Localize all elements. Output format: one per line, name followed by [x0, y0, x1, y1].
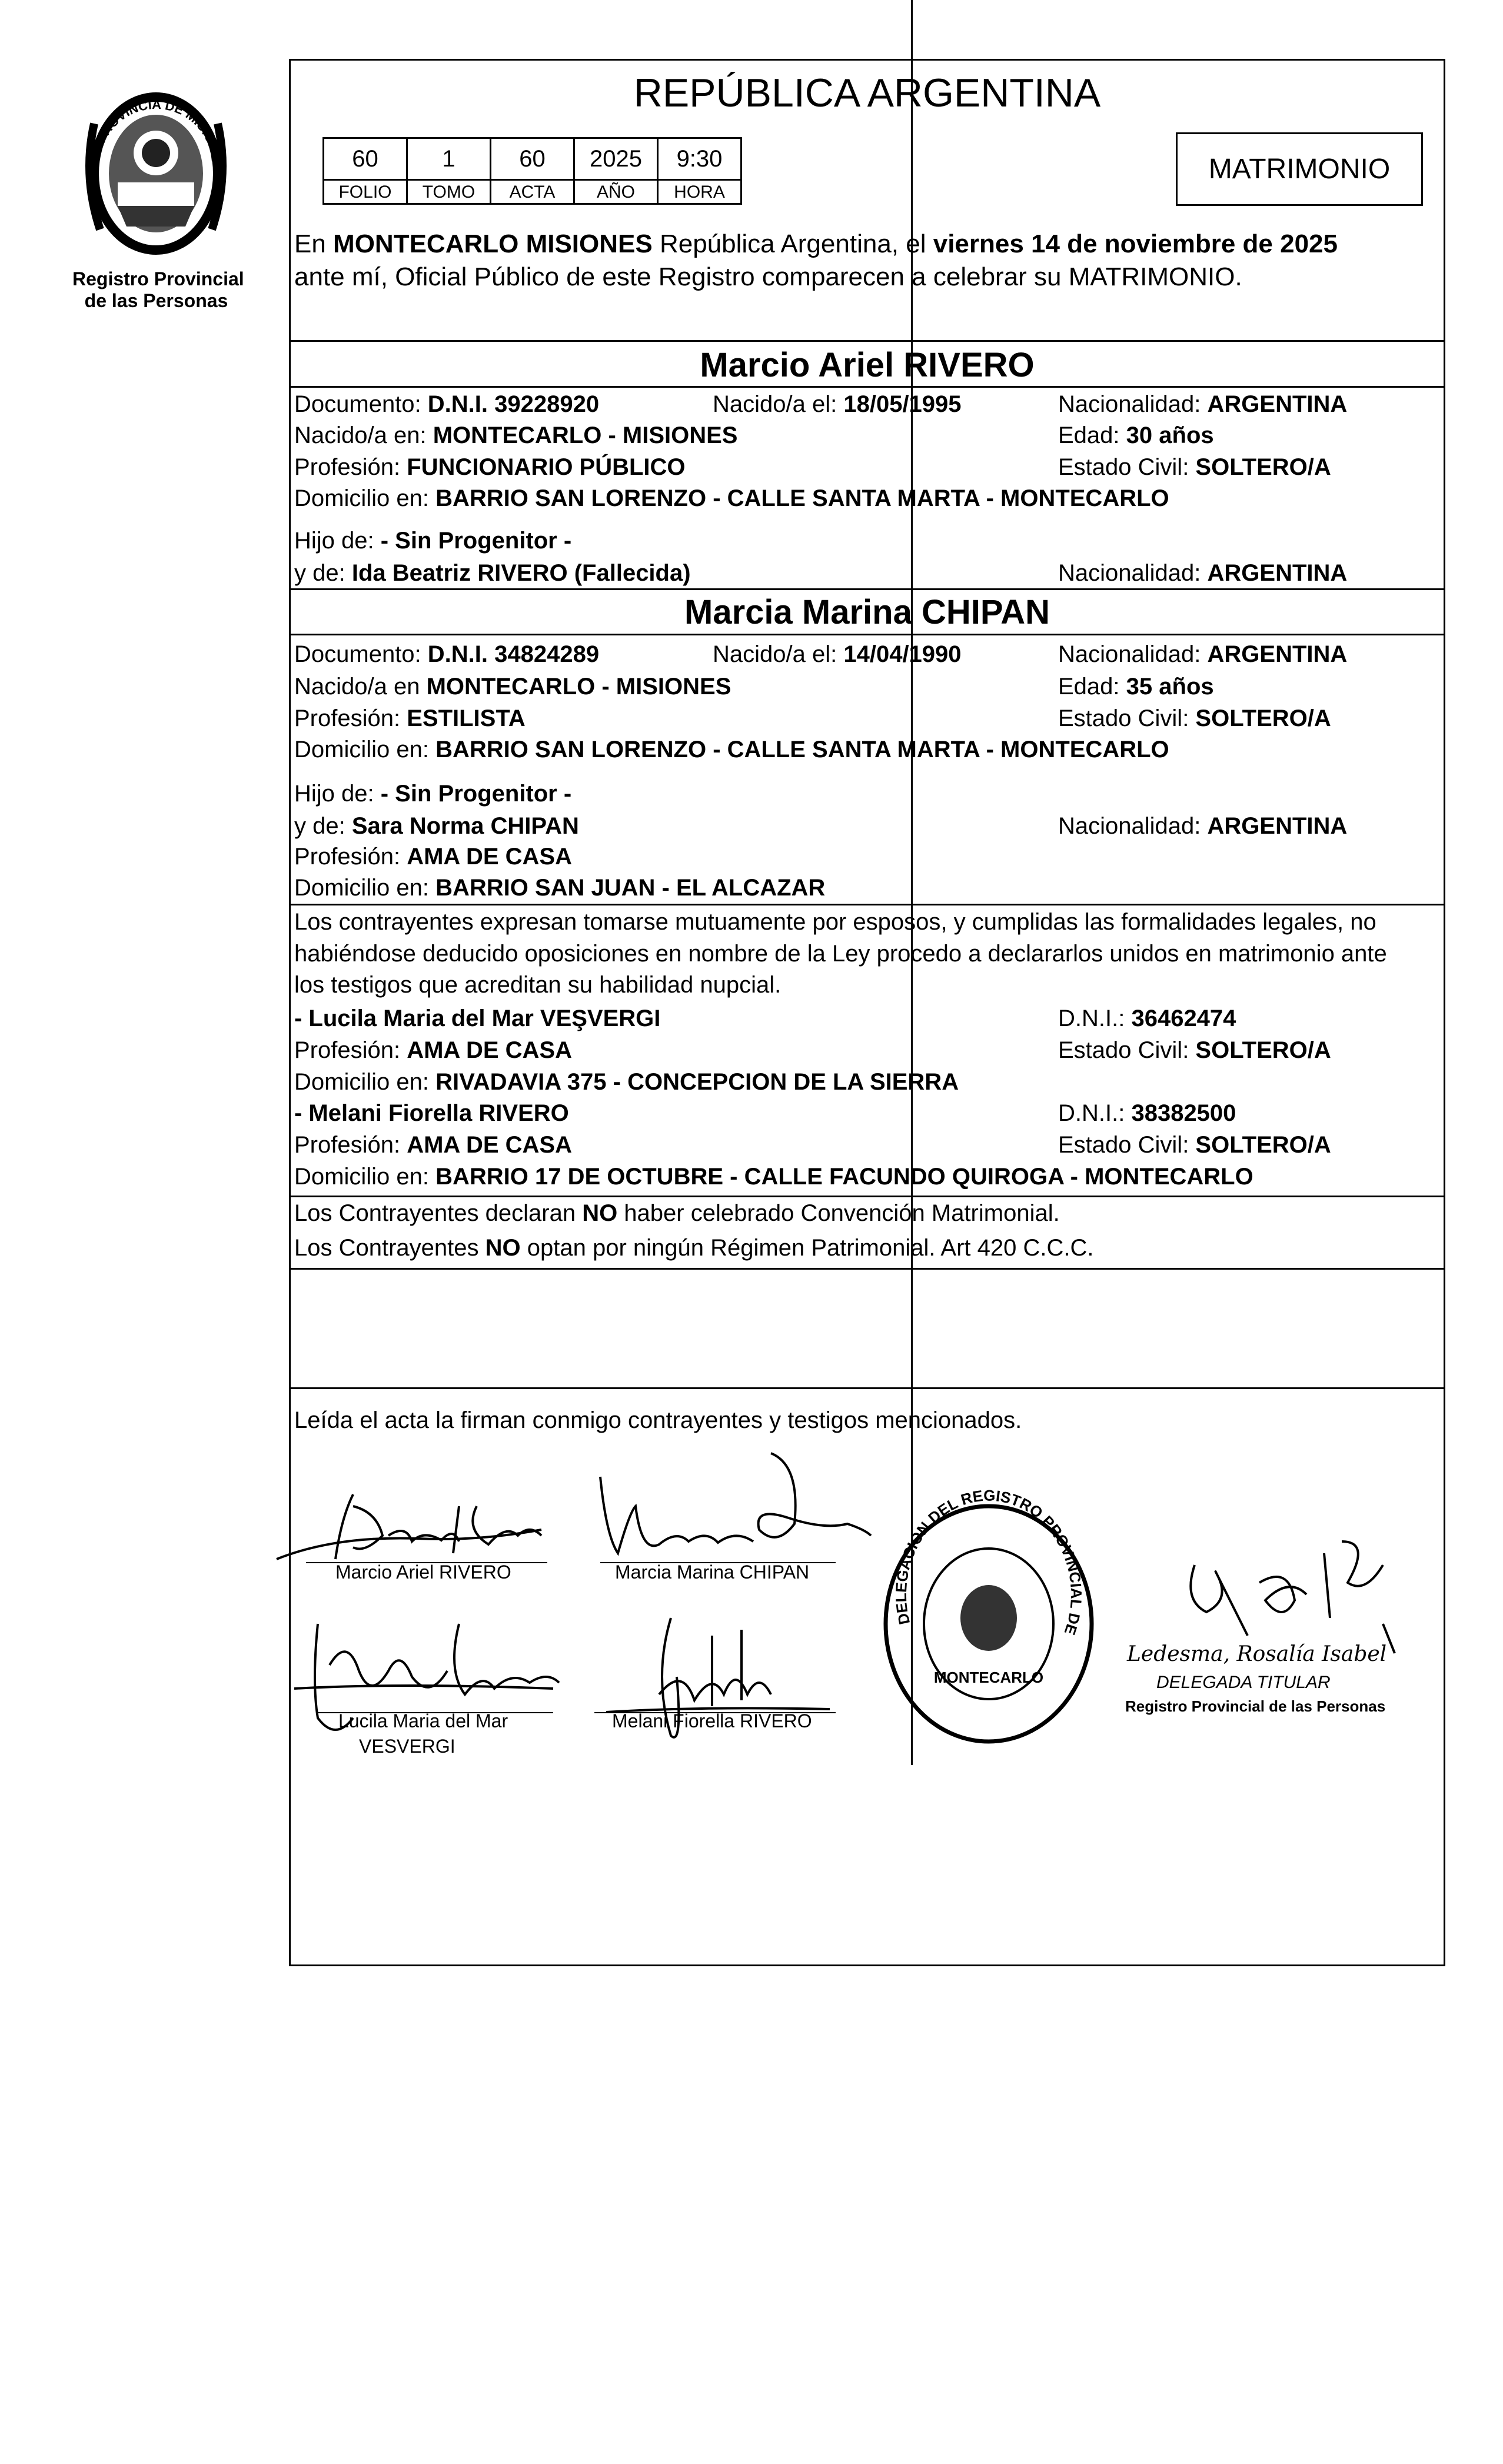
record-acta-value: 60 [490, 137, 575, 181]
official-organization: Registro Provincial de las Personas [1125, 1697, 1386, 1715]
official-role: DELEGADA TITULAR [1156, 1673, 1331, 1692]
spouse1-birthplace: Nacido/a en: MONTECARLO - MISIONES [294, 422, 738, 448]
declaration-line-1: Los contrayentes expresan tomarse mutuamente por esposos, y cumplidas las formalidades legales, no [294, 909, 1376, 935]
registry-seal [864, 1480, 1106, 1753]
registry-logo [77, 88, 235, 259]
intro-p2: República Argentina, el [652, 229, 933, 258]
witness2-address: Domicilio en: BARRIO 17 DE OCTUBRE - CALLE FACUNDO QUIROGA - MONTECARLO [294, 1164, 1253, 1190]
spouse1-age: Edad: 30 años [1058, 422, 1214, 448]
signature-label-spouse2: Marcia Marina CHIPAN [615, 1561, 810, 1583]
spouse2-profession: Profesión: ESTILISTA [294, 705, 526, 731]
spouse1-document: Documento: D.N.I. 39228920 [294, 391, 600, 417]
divider [289, 904, 1445, 905]
convention-line-2: Los Contrayentes NO optan por ningún Régimen Patrimonial. Art 420 C.C.C. [294, 1235, 1094, 1261]
signature-label-witness1-line1: Lucila Maria del Mar [338, 1710, 508, 1732]
record-hora-value: 9:30 [657, 137, 742, 181]
spouse1-civil-status: Estado Civil: SOLTERO/A [1058, 454, 1331, 480]
signature-label-witness1-line2: VESVERGI [359, 1736, 455, 1757]
closing-statement: Leída el acta la firman conmigo contrayentes y testigos mencionados. [294, 1407, 1022, 1433]
witness1-profession: Profesión: AMA DE CASA [294, 1037, 572, 1063]
spouse2-parent1: Hijo de: - Sin Progenitor - [294, 781, 572, 807]
spouse2-parent2: y de: Sara Norma CHIPAN [294, 813, 579, 839]
witness1-address: Domicilio en: RIVADAVIA 375 - CONCEPCION DE LA SIERRA [294, 1069, 959, 1095]
record-hora-label: HORA [657, 179, 742, 205]
official-name: Ledesma, Rosalía Isabel [1127, 1642, 1387, 1666]
divider [289, 588, 1445, 590]
signature-label-witness2: Melani Fiorella RIVERO [612, 1710, 812, 1732]
signature-marcia-scribble [577, 1441, 883, 1577]
intro-place: MONTECARLO MISIONES [333, 229, 653, 258]
convention-line-1: Los Contrayentes declaran NO haber celebrado Convención Matrimonial. [294, 1200, 1060, 1226]
signature-melani-scribble [594, 1606, 842, 1759]
record-acta-label: ACTA [490, 179, 575, 205]
intro-line-1 [294, 229, 1338, 259]
witness2-civil-status: Estado Civil: SOLTERO/A [1058, 1132, 1331, 1158]
spouse2-parent2-nationality: Nacionalidad: ARGENTINA [1058, 813, 1348, 839]
spouse2-document: Documento: D.N.I. 34824289 [294, 641, 600, 667]
spouse2-name: Marcia Marina CHIPAN [684, 593, 1050, 631]
record-tomo-value: 1 [406, 137, 491, 181]
divider [289, 1387, 1445, 1389]
record-tomo-label: TOMO [406, 179, 491, 205]
intro-p1: En [294, 229, 334, 258]
province-crest-icon [77, 88, 235, 259]
country-title: REPÚBLICA ARGENTINA [633, 71, 1101, 115]
record-folio-label: FOLIO [322, 179, 408, 205]
seal-ring-text: DELEGACION DEL REGISTRO PROVINCIAL DE LAS PERSONAS [864, 1480, 1086, 1637]
spouse1-parent2-nationality: Nacionalidad: ARGENTINA [1058, 560, 1348, 586]
spouse1-parent1: Hijo de: - Sin Progenitor - [294, 528, 572, 554]
divider [289, 340, 1445, 342]
seal-center-text: MONTECARLO [933, 1669, 1044, 1686]
spouse2-address: Domicilio en: BARRIO SAN LORENZO - CALLE SANTA MARTA - MONTECARLO [294, 737, 1169, 762]
witness2-name: - Melani Fiorella RIVERO [294, 1100, 569, 1126]
spouse2-parent2-address: Domicilio en: BARRIO SAN JUAN - EL ALCAZAR [294, 875, 826, 901]
registry-name-line2: de las Personas [84, 290, 228, 311]
intro-line-2: ante mí, Oficial Público de este Registro comparecen a celebrar su MATRIMONIO. [294, 262, 1242, 291]
witness1-name: - Lucila Maria del Mar VEŞVERGI [294, 1005, 661, 1031]
record-anio-value: 2025 [573, 137, 659, 181]
declaration-line-2: habiéndose deducido oposiciones en nombre de la Ley procedo a declararlos unidos en matrimonio ante [294, 941, 1387, 967]
witness2-dni: D.N.I.: 38382500 [1058, 1100, 1236, 1126]
intro-date: viernes 14 de noviembre de 2025 [933, 229, 1338, 258]
spouse2-birthdate: Nacido/a el: 14/04/1990 [713, 641, 962, 667]
record-anio-label: AÑO [573, 179, 659, 205]
spouse2-civil-status: Estado Civil: SOLTERO/A [1058, 705, 1331, 731]
spouse1-birthdate: Nacido/a el: 18/05/1995 [713, 391, 962, 417]
spouse2-parent2-profession: Profesión: AMA DE CASA [294, 844, 572, 870]
witness1-civil-status: Estado Civil: SOLTERO/A [1058, 1037, 1331, 1063]
signature-label-spouse1: Marcio Ariel RIVERO [335, 1561, 511, 1583]
declaration-line-3: los testigos que acreditan su habilidad nupcial. [294, 972, 782, 998]
spouse1-profession: Profesión: FUNCIONARIO PÚBLICO [294, 454, 686, 480]
record-folio-value: 60 [322, 137, 408, 181]
divider [289, 386, 1445, 388]
logo-ring-text: PROVINCIA DE MISIONE [93, 96, 224, 162]
witness2-profession: Profesión: AMA DE CASA [294, 1132, 572, 1158]
document-type-box: MATRIMONIO [1176, 132, 1423, 206]
witness1-dni: D.N.I.: 36462474 [1058, 1005, 1236, 1031]
divider [289, 1196, 1445, 1197]
spouse2-nationality: Nacionalidad: ARGENTINA [1058, 641, 1348, 667]
spouse2-birthplace: Nacido/a en MONTECARLO - MISIONES [294, 674, 731, 700]
spouse1-address: Domicilio en: BARRIO SAN LORENZO - CALLE SANTA MARTA - MONTECARLO [294, 485, 1169, 511]
divider [289, 1268, 1445, 1270]
spouse1-parent2: y de: Ida Beatriz RIVERO (Fallecida) [294, 560, 691, 586]
divider [289, 634, 1445, 635]
spouse1-nationality: Nacionalidad: ARGENTINA [1058, 391, 1348, 417]
spouse1-name: Marcio Ariel RIVERO [700, 346, 1035, 384]
spouse2-age: Edad: 35 años [1058, 674, 1214, 700]
registry-name-line1: Registro Provincial [72, 268, 244, 289]
